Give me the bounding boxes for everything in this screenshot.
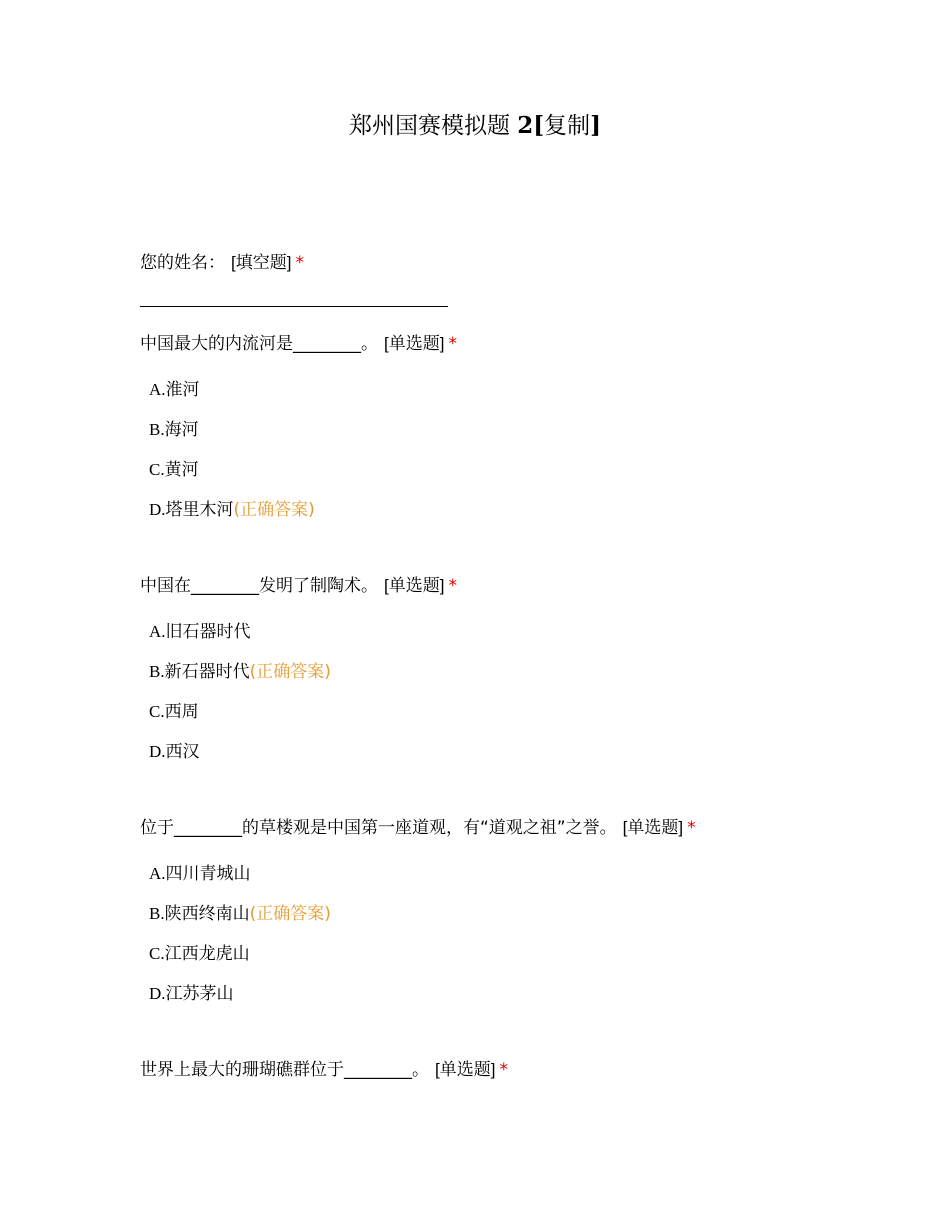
question-type: [单选题] (384, 334, 445, 353)
correct-answer-tag: (正确答案) (249, 904, 331, 924)
question-4 (140, 816, 696, 840)
question-text: 中国在________发明了制陶术。 (140, 576, 378, 596)
option-d[interactable] (149, 498, 315, 522)
option-letter: D. (149, 742, 166, 761)
option-text: 新石器时代 (164, 662, 250, 682)
question-text: 中国最大的内流河是________。 (140, 334, 378, 354)
option-letter: C. (149, 944, 165, 963)
option-letter: D. (149, 500, 166, 519)
question-text: 位于________的草楼观是中国第一座道观，有“道观之祖”之誉。 (140, 818, 617, 838)
option-a[interactable] (149, 862, 251, 886)
option-b[interactable] (149, 660, 331, 684)
option-letter: C. (149, 702, 165, 721)
option-c[interactable] (149, 700, 199, 724)
question-3 (140, 574, 457, 598)
option-text: 江苏茅山 (165, 984, 234, 1004)
question-text: 您的姓名： (140, 253, 225, 273)
required-mark: * (687, 818, 696, 838)
question-5 (140, 1058, 508, 1082)
survey-title-copy: 复制 (544, 113, 591, 139)
option-letter: A. (149, 864, 166, 883)
option-d[interactable] (149, 740, 200, 764)
option-letter: A. (149, 622, 166, 641)
name-answer-line[interactable] (140, 306, 448, 307)
survey-title-number: 2[ (517, 112, 545, 139)
survey-title-close: ] (590, 112, 602, 139)
option-text: 黄河 (164, 460, 199, 480)
option-letter: B. (149, 662, 165, 681)
question-type: [填空题] (231, 253, 292, 272)
required-mark: * (448, 334, 457, 354)
question-type: [单选题] (622, 818, 684, 837)
survey-title-main: 郑州国赛模拟题 (348, 113, 518, 139)
question-2 (140, 332, 457, 356)
survey-title (0, 110, 950, 142)
required-mark: * (499, 1060, 508, 1080)
option-d[interactable] (149, 982, 234, 1006)
option-text: 淮河 (165, 380, 200, 400)
question-text: 世界上最大的珊瑚礁群位于________。 (140, 1060, 429, 1080)
option-letter: C. (149, 460, 165, 479)
option-text: 旧石器时代 (165, 622, 251, 642)
question-type: [单选题] (435, 1060, 496, 1079)
option-text: 海河 (164, 420, 199, 440)
option-text: 塔里木河 (165, 500, 234, 520)
option-letter: B. (149, 420, 165, 439)
option-text: 四川青城山 (165, 864, 251, 884)
option-c[interactable] (149, 458, 199, 482)
option-a[interactable] (149, 620, 251, 644)
option-b[interactable] (149, 418, 199, 442)
option-letter: B. (149, 904, 165, 923)
option-b[interactable] (149, 902, 331, 926)
option-text: 西汉 (165, 742, 200, 762)
required-mark: * (295, 253, 304, 273)
option-text: 江西龙虎山 (164, 944, 250, 964)
option-letter: D. (149, 984, 166, 1003)
option-text: 陕西终南山 (164, 904, 250, 924)
option-text: 西周 (164, 702, 199, 722)
question-name (140, 251, 304, 275)
correct-answer-tag: (正确答案) (249, 662, 331, 682)
required-mark: * (448, 576, 457, 596)
option-a[interactable] (149, 378, 200, 402)
option-letter: A. (149, 380, 166, 399)
option-c[interactable] (149, 942, 250, 966)
question-type: [单选题] (384, 576, 445, 595)
correct-answer-tag: (正确答案) (233, 500, 315, 520)
